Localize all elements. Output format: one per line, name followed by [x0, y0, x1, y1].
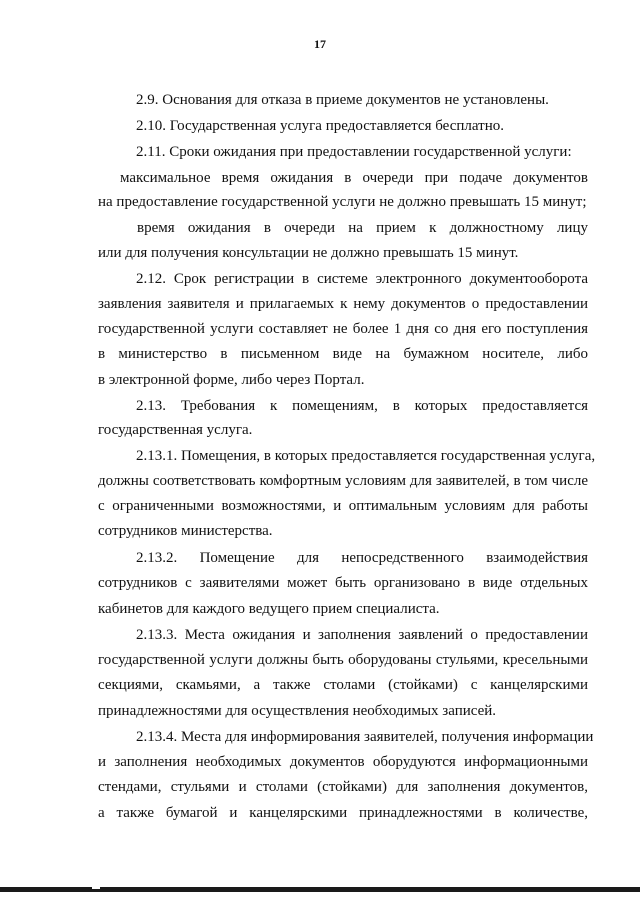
paragraph-line: с ограниченными возможностями, и оптимальным условиям для работы: [98, 498, 588, 514]
paragraph-line: государственной услуги составляет не более 1 дня со дня его поступления: [98, 321, 588, 337]
paragraph-line: секциями, скамьями, а также столами (стойками) с канцелярскими: [98, 677, 588, 693]
paragraph-line: и заполнения необходимых документов оборудуются информационными: [98, 754, 588, 770]
paragraph-line: 2.13.4. Места для информирования заявителей, получения информации: [136, 729, 594, 745]
paragraph-line: максимальное время ожидания в очереди при подаче документов: [120, 170, 588, 186]
paragraph-line: сотрудников министерства.: [98, 523, 273, 539]
paragraph-line: а также бумагой и канцелярскими принадлежностями в количестве,: [98, 805, 588, 821]
paragraph-line: 2.13.3. Места ожидания и заполнения заявлений о предоставлении: [136, 627, 588, 643]
paragraph-line: должны соответствовать комфортным условиям для заявителей, в том числе: [98, 473, 588, 489]
paragraph-line: 2.13.2. Помещение для непосредственного взаимодействия: [136, 550, 588, 566]
paragraph-line: стендами, стульями и столами (стойками) для заполнения документов,: [98, 779, 588, 795]
paragraph-line: принадлежностями для осуществления необходимых записей.: [98, 703, 497, 719]
paragraph-line: в министерство в письменном виде на бумажном носителе, либо: [98, 346, 588, 362]
paragraph-line: государственная услуга.: [98, 422, 253, 438]
paragraph-line: в электронной форме, либо через Портал.: [98, 372, 365, 388]
paragraph-line: государственной услуги должны быть оборудованы стульями, кресельными: [98, 652, 588, 668]
paragraph-line: 2.13. Требования к помещениям, в которых предоставляется: [136, 398, 588, 414]
paragraph-line: или для получения консультации не должно превышать 15 минут.: [98, 245, 519, 261]
paragraph-line: заявления заявителя и прилагаемых к нему документов о предоставлении: [98, 296, 588, 312]
paragraph-line: 2.12. Срок регистрации в системе электронного документооборота: [136, 271, 588, 287]
paragraph-line: 2.10. Государственная услуга предоставляется бесплатно.: [136, 118, 504, 134]
paragraph-line: кабинетов для каждого ведущего прием специалиста.: [98, 601, 440, 617]
paragraph-line: время ожидания в очереди на прием к должностному лицу: [137, 220, 588, 236]
paragraph-line: 2.13.1. Помещения, в которых предоставляется государственная услуга,: [136, 448, 596, 464]
paragraph-line: сотрудников с заявителями может быть организовано в виде отдельных: [98, 575, 588, 591]
paragraph-line: 2.9. Основания для отказа в приеме документов не установлены.: [136, 92, 549, 108]
scan-edge-gap: [92, 887, 100, 889]
page-number: 17: [314, 37, 326, 51]
paragraph-line: на предоставление государственной услуги не должно превышать 15 минут;: [98, 194, 587, 210]
paragraph-line: 2.11. Сроки ожидания при предоставлении государственной услуги:: [136, 144, 572, 160]
